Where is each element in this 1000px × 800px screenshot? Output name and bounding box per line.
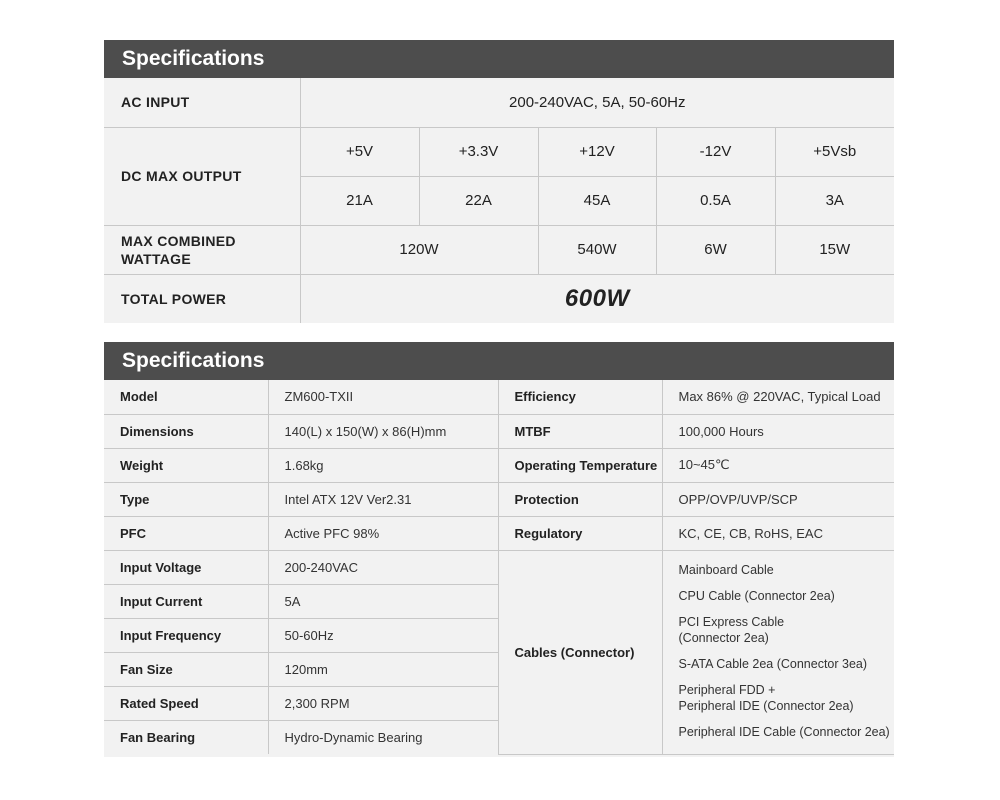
spec-key: Rated Speed bbox=[104, 686, 268, 720]
spec-key: Fan Size bbox=[104, 652, 268, 686]
spec-value: 100,000 Hours bbox=[662, 414, 894, 448]
spec-value: Active PFC 98% bbox=[268, 516, 498, 550]
spec-row bbox=[104, 448, 894, 482]
rail-cell: +5V bbox=[300, 127, 419, 176]
current-cell: 45A bbox=[538, 176, 656, 225]
spec-value: 120mm bbox=[268, 652, 498, 686]
panel-title: Specifications bbox=[104, 342, 894, 380]
rail-cell: +3.3V bbox=[419, 127, 538, 176]
dc-rails-row bbox=[104, 127, 894, 176]
spec-key: Input Frequency bbox=[104, 618, 268, 652]
ac-input-value: 200-240VAC, 5A, 50-60Hz bbox=[300, 78, 894, 127]
panel-title: Specifications bbox=[104, 40, 894, 78]
spec-value: Max 86% @ 220VAC, Typical Load bbox=[662, 380, 894, 414]
spec-value: 50-60Hz bbox=[268, 618, 498, 652]
spec-value: 140(L) x 150(W) x 86(H)mm bbox=[268, 414, 498, 448]
spec-key: MTBF bbox=[498, 414, 662, 448]
spec-value: 1.68kg bbox=[268, 448, 498, 482]
spec-value: 2,300 RPM bbox=[268, 686, 498, 720]
ac-input-row bbox=[104, 78, 894, 127]
max-combined-wattage-label bbox=[104, 225, 300, 274]
spec-value: Intel ATX 12V Ver2.31 bbox=[268, 482, 498, 516]
spec-key: PFC bbox=[104, 516, 268, 550]
cables-key: Cables (Connector) bbox=[498, 550, 662, 754]
power-spec-table bbox=[104, 78, 894, 323]
wattage-cell: 15W bbox=[775, 225, 894, 274]
cable-item: PCI Express Cable (Connector 2ea) bbox=[678, 614, 785, 645]
spec-key: Type bbox=[104, 482, 268, 516]
power-specifications-panel bbox=[104, 40, 894, 323]
spec-key: Input Current bbox=[104, 584, 268, 618]
spec-row bbox=[104, 380, 894, 414]
spec-row bbox=[104, 516, 894, 550]
spec-key: Fan Bearing bbox=[104, 720, 268, 754]
general-spec-table bbox=[104, 380, 894, 755]
spec-value: 200-240VAC bbox=[268, 550, 498, 584]
spec-row bbox=[104, 482, 894, 516]
label-line: MAX COMBINED bbox=[121, 232, 236, 249]
spec-value: KC, CE, CB, RoHS, EAC bbox=[662, 516, 894, 550]
spec-key: Dimensions bbox=[104, 414, 268, 448]
cable-item: Mainboard Cable bbox=[678, 562, 774, 577]
current-cell: 22A bbox=[419, 176, 538, 225]
spec-value: OPP/OVP/UVP/SCP bbox=[662, 482, 894, 516]
spec-value: 5A bbox=[268, 584, 498, 618]
cable-item: Peripheral FDD + Peripheral IDE (Connector 2ea) bbox=[678, 682, 854, 713]
cable-item: S-ATA Cable 2ea (Connector 3ea) bbox=[678, 656, 868, 671]
general-specifications-panel bbox=[104, 342, 894, 757]
spec-key: Input Voltage bbox=[104, 550, 268, 584]
spec-value: 10~45℃ bbox=[662, 448, 894, 482]
spec-value: Hydro-Dynamic Bearing bbox=[268, 720, 498, 754]
max-combined-wattage-row bbox=[104, 225, 894, 274]
spec-key: Operating Temperature bbox=[498, 448, 662, 482]
total-power-row bbox=[104, 274, 894, 323]
spec-row bbox=[104, 550, 894, 584]
total-power-label: TOTAL POWER bbox=[104, 274, 300, 323]
label-line: WATTAGE bbox=[121, 250, 192, 267]
rail-cell: +12V bbox=[538, 127, 656, 176]
current-cell: 3A bbox=[775, 176, 894, 225]
wattage-cell: 6W bbox=[656, 225, 775, 274]
ac-input-label: AC INPUT bbox=[104, 78, 300, 127]
spec-value: ZM600-TXII bbox=[268, 380, 498, 414]
rail-cell: -12V bbox=[656, 127, 775, 176]
spec-key: Protection bbox=[498, 482, 662, 516]
cable-item: CPU Cable (Connector 2ea) bbox=[678, 588, 835, 603]
rail-cell: +5Vsb bbox=[775, 127, 894, 176]
dc-max-output-label: DC MAX OUTPUT bbox=[104, 127, 300, 225]
wattage-cell: 120W bbox=[300, 225, 538, 274]
spec-key: Model bbox=[104, 380, 268, 414]
total-power-value: 600W bbox=[300, 274, 894, 323]
current-cell: 0.5A bbox=[656, 176, 775, 225]
spec-key: Efficiency bbox=[498, 380, 662, 414]
wattage-cell: 540W bbox=[538, 225, 656, 274]
current-cell: 21A bbox=[300, 176, 419, 225]
cables-list bbox=[662, 550, 894, 754]
cable-item: Peripheral IDE Cable (Connector 2ea) bbox=[678, 724, 890, 739]
spec-row bbox=[104, 414, 894, 448]
spec-key: Weight bbox=[104, 448, 268, 482]
spec-key: Regulatory bbox=[498, 516, 662, 550]
